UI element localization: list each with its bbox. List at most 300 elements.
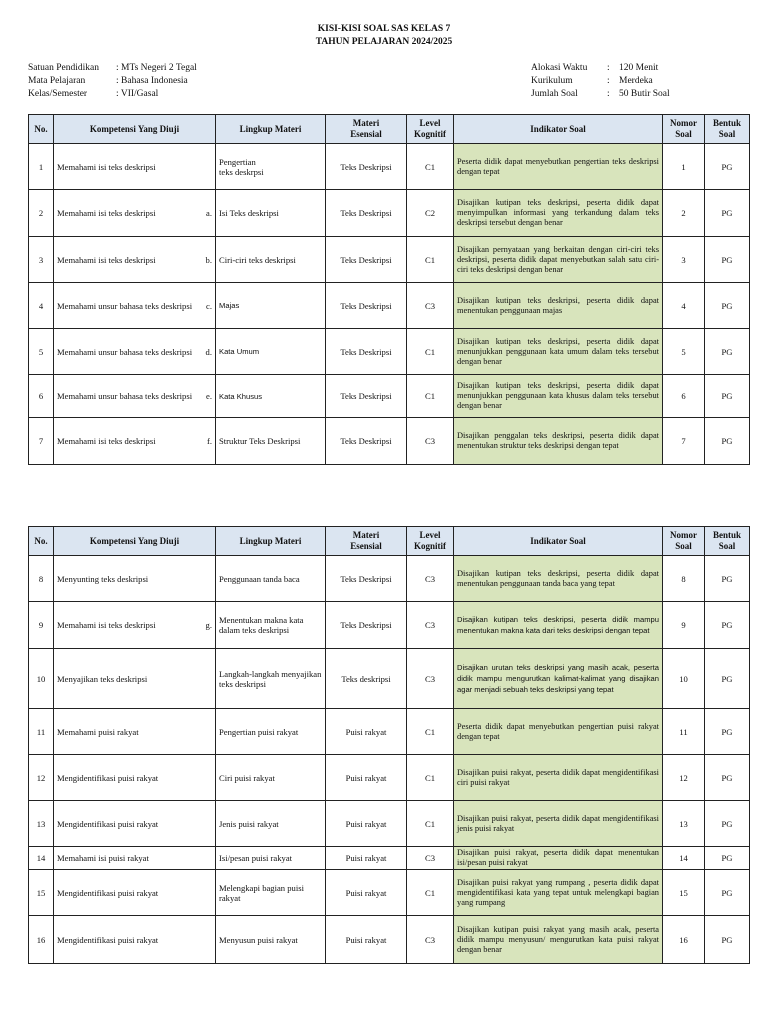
row-lingkup-text: Majas (219, 301, 240, 310)
row-indikator (454, 870, 663, 916)
row-bentuk (705, 556, 750, 602)
row-nomor-text: 3 (681, 254, 686, 265)
row-bentuk-text: PG (721, 887, 733, 898)
info-sep: : (607, 76, 610, 86)
row-lingkup-text: Struktur Teks Deskripsi (219, 436, 301, 446)
row-indikator (454, 801, 663, 847)
row-kompetensi (54, 649, 216, 709)
table-row (29, 283, 750, 329)
info-value: : VII/Gasal (116, 89, 159, 99)
row-materi-text: Puisi rakyat (345, 934, 387, 945)
header-level-line1: Level (419, 530, 441, 540)
row-level-text: C1 (424, 726, 436, 737)
info-value: 50 Butir Soal (619, 89, 670, 99)
info-row (28, 62, 197, 75)
row-indikator (454, 556, 663, 602)
row-bentuk-text: PG (721, 853, 733, 863)
row-lingkup (216, 237, 326, 283)
row-materi-text: Teks Deskripsi (340, 346, 392, 357)
row-no-text: 9 (38, 620, 44, 630)
row-kompetensi (54, 237, 216, 283)
row-nomor-text: 12 (679, 772, 688, 783)
header-materi-line2: Esensial (350, 129, 382, 139)
row-lingkup-text: Kata Khusus (219, 391, 263, 401)
row-bentuk (705, 375, 750, 418)
row-marker: b. (205, 254, 212, 265)
row-nomor (663, 329, 705, 375)
row-marker: c. (206, 300, 212, 311)
row-no (29, 418, 54, 465)
header-bentuk (705, 115, 750, 144)
row-no (29, 329, 54, 375)
row-materi-text: Teks Deskripsi (340, 391, 392, 401)
row-level-text: C3 (424, 620, 436, 630)
row-nomor-text: 1 (681, 161, 686, 172)
row-kompetensi (54, 556, 216, 602)
row-kompetensi-text: Mengidentifikasi puisi rakyat (57, 887, 159, 898)
row-lingkup-text: Menyusun puisi rakyat (219, 934, 298, 945)
table-row (29, 418, 750, 465)
row-bentuk-text: PG (721, 818, 733, 829)
row-lingkup (216, 190, 326, 237)
header-row (29, 527, 750, 556)
row-level (407, 237, 454, 283)
row-level-text: C3 (424, 673, 436, 684)
row-no-text: 10 (36, 673, 46, 684)
row-nomor-text: 14 (679, 853, 688, 863)
row-indikator (454, 329, 663, 375)
row-marker: a. (206, 208, 212, 218)
row-indikator-text: Disajikan kutipan teks deskripsi, peserta didik mampu menentukan makna kata dari teks deskripsi dengan tepat (457, 615, 659, 635)
row-materi (326, 329, 407, 375)
table-row (29, 556, 750, 602)
row-indikator-text: Peserta didik dapat menyebutkan pengertian teks deskripsi dengan tepat (457, 156, 659, 176)
row-materi (326, 916, 407, 964)
row-level (407, 709, 454, 755)
info-sep: : (607, 89, 610, 99)
table-row (29, 375, 750, 418)
row-indikator (454, 602, 663, 649)
row-indikator (454, 375, 663, 418)
row-bentuk-text: PG (721, 726, 733, 737)
row-nomor (663, 916, 705, 964)
row-nomor-text: 10 (679, 673, 688, 684)
row-no (29, 709, 54, 755)
header-bentuk-line1: Bentuk (712, 530, 741, 540)
row-nomor (663, 801, 705, 847)
row-bentuk-text: PG (721, 934, 733, 945)
row-no (29, 602, 54, 649)
row-no-text: 16 (36, 934, 46, 945)
info-value: : MTs Negeri 2 Tegal (116, 63, 197, 73)
row-level (407, 375, 454, 418)
row-no (29, 755, 54, 801)
row-materi-text: Puisi rakyat (345, 853, 387, 863)
info-value: Merdeka (619, 76, 653, 86)
info-left (28, 62, 197, 101)
row-no-text: 3 (38, 254, 44, 265)
row-level-text: C3 (424, 853, 436, 863)
info-value: : Bahasa Indonesia (116, 76, 188, 86)
row-materi (326, 418, 407, 465)
row-indikator (454, 418, 663, 465)
row-lingkup-text: Ciri-ciri teks deskripsi (219, 254, 296, 265)
header-nomor-line1: Nomor (670, 530, 697, 540)
row-level (407, 602, 454, 649)
row-lingkup-text: Kata Umum (219, 347, 260, 356)
row-lingkup (216, 870, 326, 916)
table-row (29, 916, 750, 964)
row-kompetensi (54, 870, 216, 916)
row-kompetensi-text: Memahami isi teks deskripsi (57, 436, 156, 446)
row-no-text: 4 (38, 300, 44, 311)
row-kompetensi (54, 190, 216, 237)
row-level-text: C1 (424, 346, 436, 357)
row-bentuk (705, 801, 750, 847)
row-kompetensi (54, 144, 216, 190)
row-lingkup (216, 649, 326, 709)
info-label: Alokasi Waktu (531, 63, 588, 73)
row-level (407, 283, 454, 329)
row-indikator (454, 916, 663, 964)
header-no: No. (29, 527, 54, 556)
row-kompetensi-text: Memahami isi puisi rakyat (57, 853, 149, 863)
row-nomor-text: 2 (681, 208, 686, 218)
row-level-text: C3 (424, 573, 436, 584)
row-bentuk (705, 847, 750, 870)
row-materi-text: Puisi rakyat (345, 887, 387, 898)
row-lingkup-text: Penggunaan tanda baca (219, 573, 300, 584)
table-row (29, 755, 750, 801)
table-row (29, 602, 750, 649)
row-lingkup (216, 375, 326, 418)
row-level-text: C3 (424, 300, 436, 311)
info-label: Kelas/Semester (28, 89, 88, 99)
header-materi-line1: Materi (352, 118, 380, 128)
row-materi (326, 375, 407, 418)
row-nomor-text: 4 (681, 300, 686, 311)
row-indikator-text: Disajikan pernyataan yang berkaitan dengan ciri-ciri teks deskripsi, peserta didik dapat menyebutkan salah satu ciri-ciri teks deskripsi dengan benar (457, 244, 659, 274)
row-lingkup-text: Isi Teks deskripsi (219, 208, 279, 218)
row-kompetensi-text: Menyajikan teks deskripsi (57, 673, 148, 684)
row-no-text: 5 (38, 346, 44, 357)
row-materi (326, 755, 407, 801)
row-lingkup-text: Isi/pesan puisi rakyat (219, 853, 293, 863)
row-materi (326, 190, 407, 237)
table-row (29, 649, 750, 709)
row-kompetensi-text: Memahami isi teks deskripsi (57, 254, 156, 265)
header-materi-line1: Materi (352, 530, 380, 540)
row-level-text: C1 (424, 772, 436, 783)
row-materi-text: Teks Deskripsi (340, 620, 392, 630)
row-bentuk (705, 602, 750, 649)
row-level (407, 801, 454, 847)
row-lingkup-text: Menentukan makna kata dalam teks deskripsi (219, 615, 304, 635)
kisi-table-1 (28, 114, 750, 465)
table-row (29, 709, 750, 755)
row-bentuk-text: PG (721, 391, 733, 401)
row-bentuk (705, 190, 750, 237)
row-kompetensi (54, 847, 216, 870)
row-materi (326, 283, 407, 329)
row-no (29, 190, 54, 237)
row-lingkup-text: Jenis puisi rakyat (219, 818, 279, 829)
kisi-table-2 (28, 526, 750, 964)
header-indikator: Indikator Soal (454, 527, 663, 556)
row-bentuk (705, 709, 750, 755)
row-lingkup-text: Melengkapi bagian puisi rakyat (219, 882, 304, 903)
row-indikator (454, 144, 663, 190)
header-no: No. (29, 115, 54, 144)
row-lingkup (216, 602, 326, 649)
row-no-text: 1 (38, 161, 44, 172)
row-no (29, 649, 54, 709)
row-bentuk (705, 916, 750, 964)
row-nomor (663, 556, 705, 602)
row-kompetensi (54, 329, 216, 375)
row-indikator-text: Peserta didik dapat menyebutkan pengertian puisi rakyat dengan tepat (457, 721, 659, 741)
row-materi (326, 847, 407, 870)
row-kompetensi (54, 375, 216, 418)
row-nomor (663, 418, 705, 465)
row-level-text: C1 (424, 391, 436, 401)
row-materi (326, 556, 407, 602)
row-nomor (663, 144, 705, 190)
row-no (29, 556, 54, 602)
row-indikator (454, 283, 663, 329)
row-no (29, 801, 54, 847)
row-level (407, 556, 454, 602)
row-bentuk-text: PG (721, 673, 733, 684)
row-indikator-text: Disajikan kutipan teks deskripsi, peserta didik dapat menentukan penggunaan tanda baca yang tepat (457, 568, 659, 588)
row-kompetensi-text: Memahami puisi rakyat (57, 726, 139, 737)
row-kompetensi (54, 755, 216, 801)
document-subtitle: TAHUN PELAJARAN 2024/2025 (315, 37, 453, 47)
row-bentuk (705, 418, 750, 465)
row-bentuk (705, 237, 750, 283)
row-kompetensi-text: Memahami isi teks deskripsi (57, 161, 156, 172)
row-kompetensi (54, 602, 216, 649)
row-bentuk-text: PG (721, 208, 733, 218)
row-level (407, 847, 454, 870)
row-indikator-text: Disajikan penggalan teks deskripsi, peserta didik dapat menentukan struktur teks deskripsi dengan tepat (457, 431, 659, 450)
row-nomor-text: 6 (681, 391, 686, 401)
row-kompetensi-text: Memahami unsur bahasa teks deskripsi (57, 391, 193, 401)
row-no-text: 7 (38, 436, 44, 446)
header-lingkup: Lingkup Materi (216, 115, 326, 144)
row-no (29, 870, 54, 916)
row-no (29, 916, 54, 964)
row-bentuk (705, 755, 750, 801)
info-sep: : (607, 63, 610, 73)
info-value: 120 Menit (619, 63, 659, 73)
document-title: KISI-KISI SOAL SAS KELAS 7 (317, 24, 451, 34)
info-row (531, 62, 670, 75)
header-materi-line2: Esensial (350, 541, 382, 551)
row-no-text: 15 (36, 887, 46, 898)
row-marker: f. (206, 436, 212, 446)
row-bentuk-text: PG (721, 772, 733, 783)
row-level (407, 329, 454, 375)
table-row (29, 847, 750, 870)
row-materi-text: Teks deskripsi (341, 673, 391, 684)
row-level-text: C1 (424, 254, 436, 265)
info-row (28, 88, 197, 101)
row-materi (326, 649, 407, 709)
row-no (29, 283, 54, 329)
header-bentuk-line2: Soal (718, 541, 736, 551)
row-lingkup (216, 755, 326, 801)
info-row (28, 75, 197, 88)
row-bentuk-text: PG (721, 161, 733, 172)
row-nomor (663, 649, 705, 709)
row-nomor (663, 755, 705, 801)
row-bentuk (705, 649, 750, 709)
row-nomor (663, 602, 705, 649)
row-level (407, 870, 454, 916)
header-nomor-line2: Soal (675, 129, 692, 139)
row-nomor-text: 5 (681, 346, 686, 357)
row-bentuk (705, 283, 750, 329)
row-kompetensi (54, 709, 216, 755)
row-materi (326, 709, 407, 755)
row-no (29, 847, 54, 870)
header-row (29, 115, 750, 144)
row-materi (326, 870, 407, 916)
table-row (29, 870, 750, 916)
row-nomor (663, 283, 705, 329)
row-kompetensi-text: Mengidentifikasi puisi rakyat (57, 818, 159, 829)
row-indikator (454, 649, 663, 709)
row-lingkup-text: Langkah-langkah menyajikan teks deskripsi (219, 668, 322, 689)
row-level-text: C3 (424, 436, 436, 446)
row-kompetensi-text: Memahami isi teks deskripsi (57, 208, 156, 218)
row-no-text: 6 (38, 391, 44, 401)
row-bentuk (705, 329, 750, 375)
row-bentuk-text: PG (721, 620, 733, 630)
header-materi (326, 527, 407, 556)
header-level (407, 527, 454, 556)
row-level (407, 144, 454, 190)
row-nomor-text: 9 (681, 620, 686, 630)
row-indikator-text: Disajikan puisi rakyat yang rumpang , peserta didik dapat mengidentifikasi kata yang tepat untuk melengkapi bagian yang rumpang (457, 877, 659, 907)
row-materi-text: Teks Deskripsi (340, 300, 392, 311)
header-nomor (663, 115, 705, 144)
info-label: Mata Pelajaran (28, 76, 86, 86)
row-indikator (454, 190, 663, 237)
row-indikator-text: Disajikan kutipan teks deskripsi, peserta didik dapat menentukan penggunaan majas (457, 295, 659, 315)
row-indikator-text: Disajikan urutan teks deskripsi yang masih acak, peserta didik mampu mengurutkan kalimat-kalimat yang disajikan agar menjadi sebuah teks deskripsi yang tepat (457, 663, 659, 694)
row-kompetensi (54, 283, 216, 329)
row-kompetensi-text: Memahami unsur bahasa teks deskripsi (57, 346, 193, 357)
row-lingkup (216, 847, 326, 870)
row-bentuk-text: PG (721, 254, 733, 265)
row-kompetensi-text: Memahami unsur bahasa teks deskripsi (57, 300, 193, 311)
row-kompetensi (54, 418, 216, 465)
row-no-text: 13 (36, 818, 46, 829)
row-kompetensi (54, 916, 216, 964)
header-bentuk-line2: Soal (718, 129, 736, 139)
row-nomor (663, 375, 705, 418)
row-indikator-text: Disajikan kutipan puisi rakyat yang masih acak, peserta didik mampu menyusun/ mengurutkan kata puisi rakyat dengan benar (457, 924, 659, 954)
row-materi-text: Puisi rakyat (345, 818, 387, 829)
row-nomor (663, 190, 705, 237)
header-nomor-line1: Nomor (670, 118, 697, 128)
row-nomor-text: 15 (679, 887, 688, 898)
header-kompetensi: Kompetensi Yang Diuji (54, 115, 216, 144)
row-bentuk (705, 870, 750, 916)
row-lingkup (216, 709, 326, 755)
row-no-text: 8 (38, 573, 44, 584)
row-indikator-text: Disajikan kutipan teks deskripsi, peserta didik dapat menyimpulkan informasi yang terkandung dalam teks deskripsi tersebut dengan benar (457, 198, 659, 227)
row-lingkup (216, 916, 326, 964)
row-indikator (454, 847, 663, 870)
row-kompetensi-text: Menyunting teks deskripsi (57, 573, 149, 584)
header-level-line1: Level (419, 118, 441, 128)
row-marker: e. (206, 391, 212, 401)
header-indikator: Indikator Soal (454, 115, 663, 144)
row-indikator (454, 755, 663, 801)
row-kompetensi-text: Memahami isi teks deskripsi (57, 620, 156, 630)
row-lingkup (216, 801, 326, 847)
row-materi (326, 602, 407, 649)
row-no-text: 12 (36, 772, 46, 783)
row-kompetensi (54, 801, 216, 847)
row-level-text: C2 (424, 208, 436, 218)
row-lingkup-text: Ciri puisi rakyat (219, 772, 275, 783)
table-row (29, 237, 750, 283)
row-nomor-text: 16 (679, 934, 688, 945)
row-nomor (663, 709, 705, 755)
row-materi (326, 144, 407, 190)
row-marker: d. (205, 346, 212, 357)
row-lingkup (216, 418, 326, 465)
table-row (29, 144, 750, 190)
row-lingkup (216, 144, 326, 190)
row-materi-text: Teks Deskripsi (340, 573, 392, 584)
row-nomor-text: 7 (681, 436, 686, 446)
table-row (29, 801, 750, 847)
row-no-text: 11 (36, 726, 46, 737)
header-lingkup: Lingkup Materi (216, 527, 326, 556)
table-row (29, 190, 750, 237)
row-indikator-text: Disajikan puisi rakyat, peserta didik dapat mengidentifikasi ciri puisi rakyat (457, 767, 659, 787)
row-kompetensi-text: Mengidentifikasi puisi rakyat (57, 934, 159, 945)
info-row (531, 88, 670, 101)
row-materi-text: Teks Deskripsi (340, 208, 392, 218)
row-no (29, 144, 54, 190)
header-materi (326, 115, 407, 144)
row-materi (326, 801, 407, 847)
row-nomor-text: 11 (679, 726, 688, 737)
row-materi-text: Puisi rakyat (345, 726, 387, 737)
row-nomor-text: 13 (679, 818, 688, 829)
row-level-text: C1 (424, 818, 436, 829)
row-no (29, 375, 54, 418)
row-indikator-text: Disajikan kutipan teks deskripsi, peserta didik dapat menunjukkan penggunaan kata khusus dalam teks tersebut dengan benar (457, 381, 659, 410)
row-kompetensi-text: Mengidentifikasi puisi rakyat (57, 772, 159, 783)
row-indikator-text: Disajikan kutipan teks deskripsi, peserta didik dapat menunjukkan penggunaan kata umum dalam teks tersebut dengan benar (457, 336, 659, 366)
row-no-text: 14 (36, 853, 46, 863)
header-bentuk-line1: Bentuk (712, 118, 741, 128)
info-row (531, 75, 670, 88)
row-materi-text: Puisi rakyat (345, 772, 387, 783)
row-bentuk-text: PG (721, 346, 733, 357)
row-level-text: C1 (424, 161, 436, 172)
info-right (531, 62, 670, 101)
row-materi-text: Teks Deskripsi (340, 436, 392, 446)
row-level (407, 755, 454, 801)
